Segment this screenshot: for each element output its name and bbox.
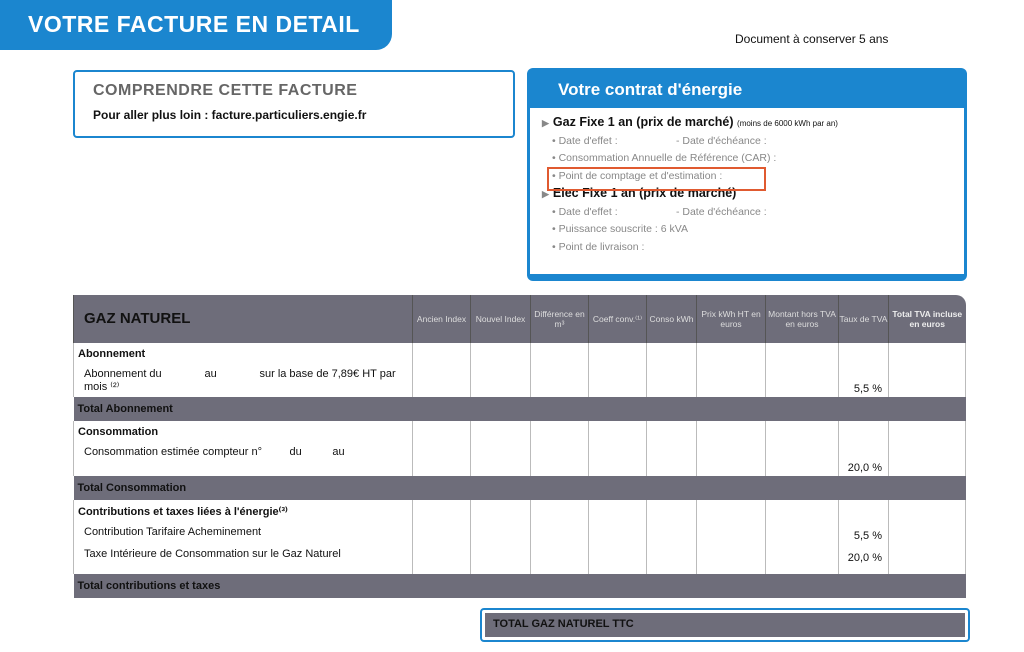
vat-rate: 5,5 % <box>853 530 882 542</box>
elec-line: • Date d'effet : - Date d'échéance : <box>552 205 767 218</box>
page-banner: VOTRE FACTURE EN DETAIL <box>0 0 392 50</box>
understand-box <box>73 70 515 138</box>
keep-notice: Document à conserver 5 ans <box>735 32 889 46</box>
row-label: Consommation estimée compteur n° du au <box>84 446 345 458</box>
understand-title: COMPRENDRE CETTE FACTURE <box>93 82 358 99</box>
elec-line: • Point de livraison : <box>552 240 645 253</box>
col-header: Prix kWh HT en euros <box>697 295 766 343</box>
col-header: Taux de TVA <box>839 295 889 343</box>
table-row <box>74 421 966 476</box>
row-label: Taxe Intérieure de Consommation sur le Gaz Naturel <box>84 548 341 560</box>
total-row: Total contributions et taxes <box>74 574 966 598</box>
vat-rate: 20,0 % <box>839 421 889 476</box>
col-header: Total TVA incluse en euros <box>889 295 966 343</box>
col-header: Montant hors TVA en euros <box>766 295 839 343</box>
gas-line: • Date d'effet : - Date d'échéance : <box>552 134 767 147</box>
col-header: Coeff conv.⁽¹⁾ <box>589 295 647 343</box>
highlight-box <box>547 167 766 191</box>
total-row: Total Abonnement <box>74 397 966 421</box>
gas-line: • Point de comptage et d'estimation : <box>552 169 723 182</box>
triangle-icon: ▶ <box>542 118 549 128</box>
col-header: Conso kWh <box>647 295 697 343</box>
col-header: Ancien Index <box>413 295 471 343</box>
gas-contract-name: Gaz Fixe 1 an (prix de marché) <box>552 115 734 129</box>
section-title: Consommation <box>78 426 159 438</box>
vat-rate: 5,5 % <box>839 343 889 397</box>
gas-contract-note: (moins de 6000 kWh par an) <box>737 119 838 128</box>
table-row <box>74 343 966 397</box>
col-header: Différence en m³ <box>531 295 589 343</box>
elec-contract-name: Elec Fixe 1 an (prix de marché) <box>552 186 737 200</box>
contract-title: Votre contrat d'énergie <box>558 80 743 99</box>
triangle-icon: ▶ <box>542 189 549 199</box>
table-title: GAZ NATUREL <box>74 295 413 343</box>
gas-line: • Consommation Annuelle de Référence (CAR) : <box>552 152 777 164</box>
col-header: Nouvel Index <box>471 295 531 343</box>
table-row <box>74 500 966 574</box>
section-title: Contributions et taxes liées à l'énergie⁽³⁾ <box>78 506 288 518</box>
row-label: Contribution Tarifaire Acheminement <box>84 526 262 538</box>
section-title: Abonnement <box>78 348 146 360</box>
row-label: Abonnement du au sur la base de 7,89€ HT par mois ⁽²⁾ <box>84 368 399 393</box>
understand-link[interactable]: Pour aller plus loin : facture.particuliers.engie.fr <box>93 108 367 122</box>
total-ttc-label: TOTAL GAZ NATUREL TTC <box>485 613 965 637</box>
gas-detail-table <box>73 295 966 598</box>
vat-rate: 20,0 % <box>847 552 882 564</box>
contract-box <box>527 68 967 281</box>
total-ttc-box <box>480 608 970 642</box>
total-row: Total Consommation <box>74 476 966 500</box>
elec-line: • Puissance souscrite : 6 kVA <box>552 223 688 235</box>
